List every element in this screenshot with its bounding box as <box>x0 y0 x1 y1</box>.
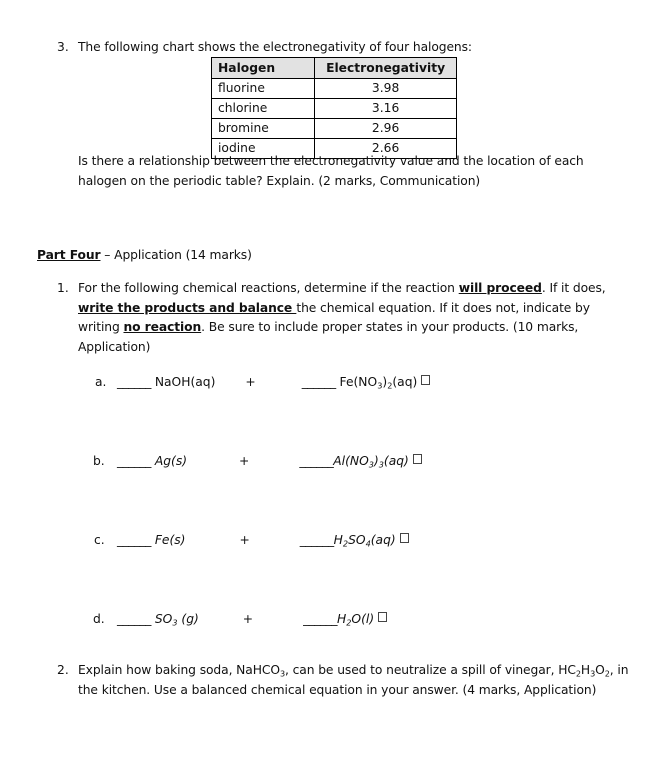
q2-sub-1: 3 <box>279 668 285 679</box>
q2-segment-2: , can be used to neutralize a spill of vinegar, HC <box>285 663 576 677</box>
q2-sub-3: 3 <box>590 668 596 679</box>
question-3-number: 3. <box>57 40 69 54</box>
reaction-arrow-missing-glyph-icon <box>400 533 409 543</box>
answer-blank[interactable]: ______ <box>117 612 151 626</box>
table-row <box>212 99 457 119</box>
reactant-1: $SO_3$ (g) <box>154 612 199 628</box>
reaction-arrow-missing-glyph-icon <box>378 612 387 622</box>
electronegativity-table <box>211 57 457 159</box>
table-row <box>212 119 457 139</box>
answer-blank[interactable]: ______ <box>117 533 151 547</box>
cell-electronegativity-value: 2.96 <box>315 119 457 139</box>
table-row <box>212 79 457 99</box>
equation-b <box>117 452 422 472</box>
question-3-followup: Is there a relationship between the electronegativity value and the location of each halogen on the periodic table? Explain. (2 marks, Communication) <box>78 154 584 188</box>
equation-d <box>117 610 387 630</box>
q1-emphasis-write-products: write the products and balance <box>78 300 297 315</box>
column-header-halogen: Halogen <box>212 58 315 79</box>
part-four-title: Part Four <box>37 248 101 262</box>
answer-blank[interactable]: ______ <box>117 375 151 389</box>
plus-operator: + <box>245 375 256 389</box>
plus-operator: + <box>239 454 250 468</box>
equation-c-label: c. <box>94 533 105 547</box>
part-four-heading <box>37 246 252 266</box>
reaction-arrow-missing-glyph-icon <box>413 454 422 464</box>
q2-sub-2: 2 <box>575 668 581 679</box>
q1-segment-1: For the following chemical reactions, determine if the reaction <box>78 281 459 295</box>
question-2-number: 2. <box>57 663 69 677</box>
q1-emphasis-will-proceed: will proceed <box>458 281 542 295</box>
plus-operator: + <box>242 612 254 626</box>
q2-segment-3: H <box>580 663 591 677</box>
answer-blank[interactable]: ______ <box>301 375 336 389</box>
cell-electronegativity-value: 3.16 <box>315 99 457 119</box>
equation-a <box>117 373 430 393</box>
equation-c <box>117 531 409 551</box>
cell-halogen-name: fluorine <box>212 79 315 99</box>
q1-segment-4: . Be sure to include proper states in your products. (10 marks, Application) <box>78 320 579 354</box>
q2-segment-1: Explain how baking soda, NaHCO <box>78 663 280 677</box>
question-3-prompt: The following chart shows the electronegativity of four halogens: <box>78 40 472 54</box>
equation-d-label: d. <box>93 612 105 626</box>
cell-halogen-name: bromine <box>212 119 315 139</box>
reactant-2: $H_2O(l)$ <box>337 612 375 628</box>
q2-sub-4: 2 <box>604 668 610 679</box>
answer-blank[interactable]: ______ <box>299 454 334 468</box>
answer-blank[interactable]: ______ <box>117 454 151 468</box>
column-header-electronegativity: Electronegativity <box>315 58 457 79</box>
question-2-prompt <box>78 661 630 700</box>
reactant-2: $H_2SO_4(aq)$ <box>333 533 396 549</box>
reactant-2: $Al(NO_3)_3(aq)$ <box>333 454 409 470</box>
reaction-arrow-missing-glyph-icon <box>421 375 430 385</box>
q2-segment-5: , in the kitchen. Use a balanced chemical equation in your answer. (4 marks, Application) <box>78 663 629 697</box>
reactant-1: Ag(s) <box>154 454 188 468</box>
answer-blank[interactable]: ______ <box>299 533 334 547</box>
equation-b-label: b. <box>93 454 105 468</box>
reactant-1: NaOH(aq) <box>154 375 216 389</box>
equation-a-label: a. <box>95 375 107 389</box>
reactant-1: Fe(s) <box>154 533 186 547</box>
cell-electronegativity-value: 2.66 <box>315 139 457 159</box>
q1-emphasis-no-reaction: no reaction <box>123 320 202 334</box>
plus-operator: + <box>239 533 250 547</box>
question-1-prompt <box>78 279 630 357</box>
cell-halogen-name: chlorine <box>212 99 315 119</box>
q1-segment-2: . If it does, <box>541 281 606 295</box>
cell-electronegativity-value: 3.98 <box>315 79 457 99</box>
answer-blank[interactable]: ______ <box>303 612 337 626</box>
reactant-2: $Fe(NO_3)_2(aq)$ <box>339 375 418 391</box>
part-four-subtitle: – Application (14 marks) <box>100 248 252 262</box>
table-header-row <box>212 58 457 79</box>
cell-halogen-name: iodine <box>212 139 315 159</box>
question-1-number: 1. <box>57 281 69 295</box>
q1-segment-3: the chemical equation. If it does not, indicate by writing <box>78 300 590 334</box>
q2-segment-4: O <box>595 663 605 677</box>
